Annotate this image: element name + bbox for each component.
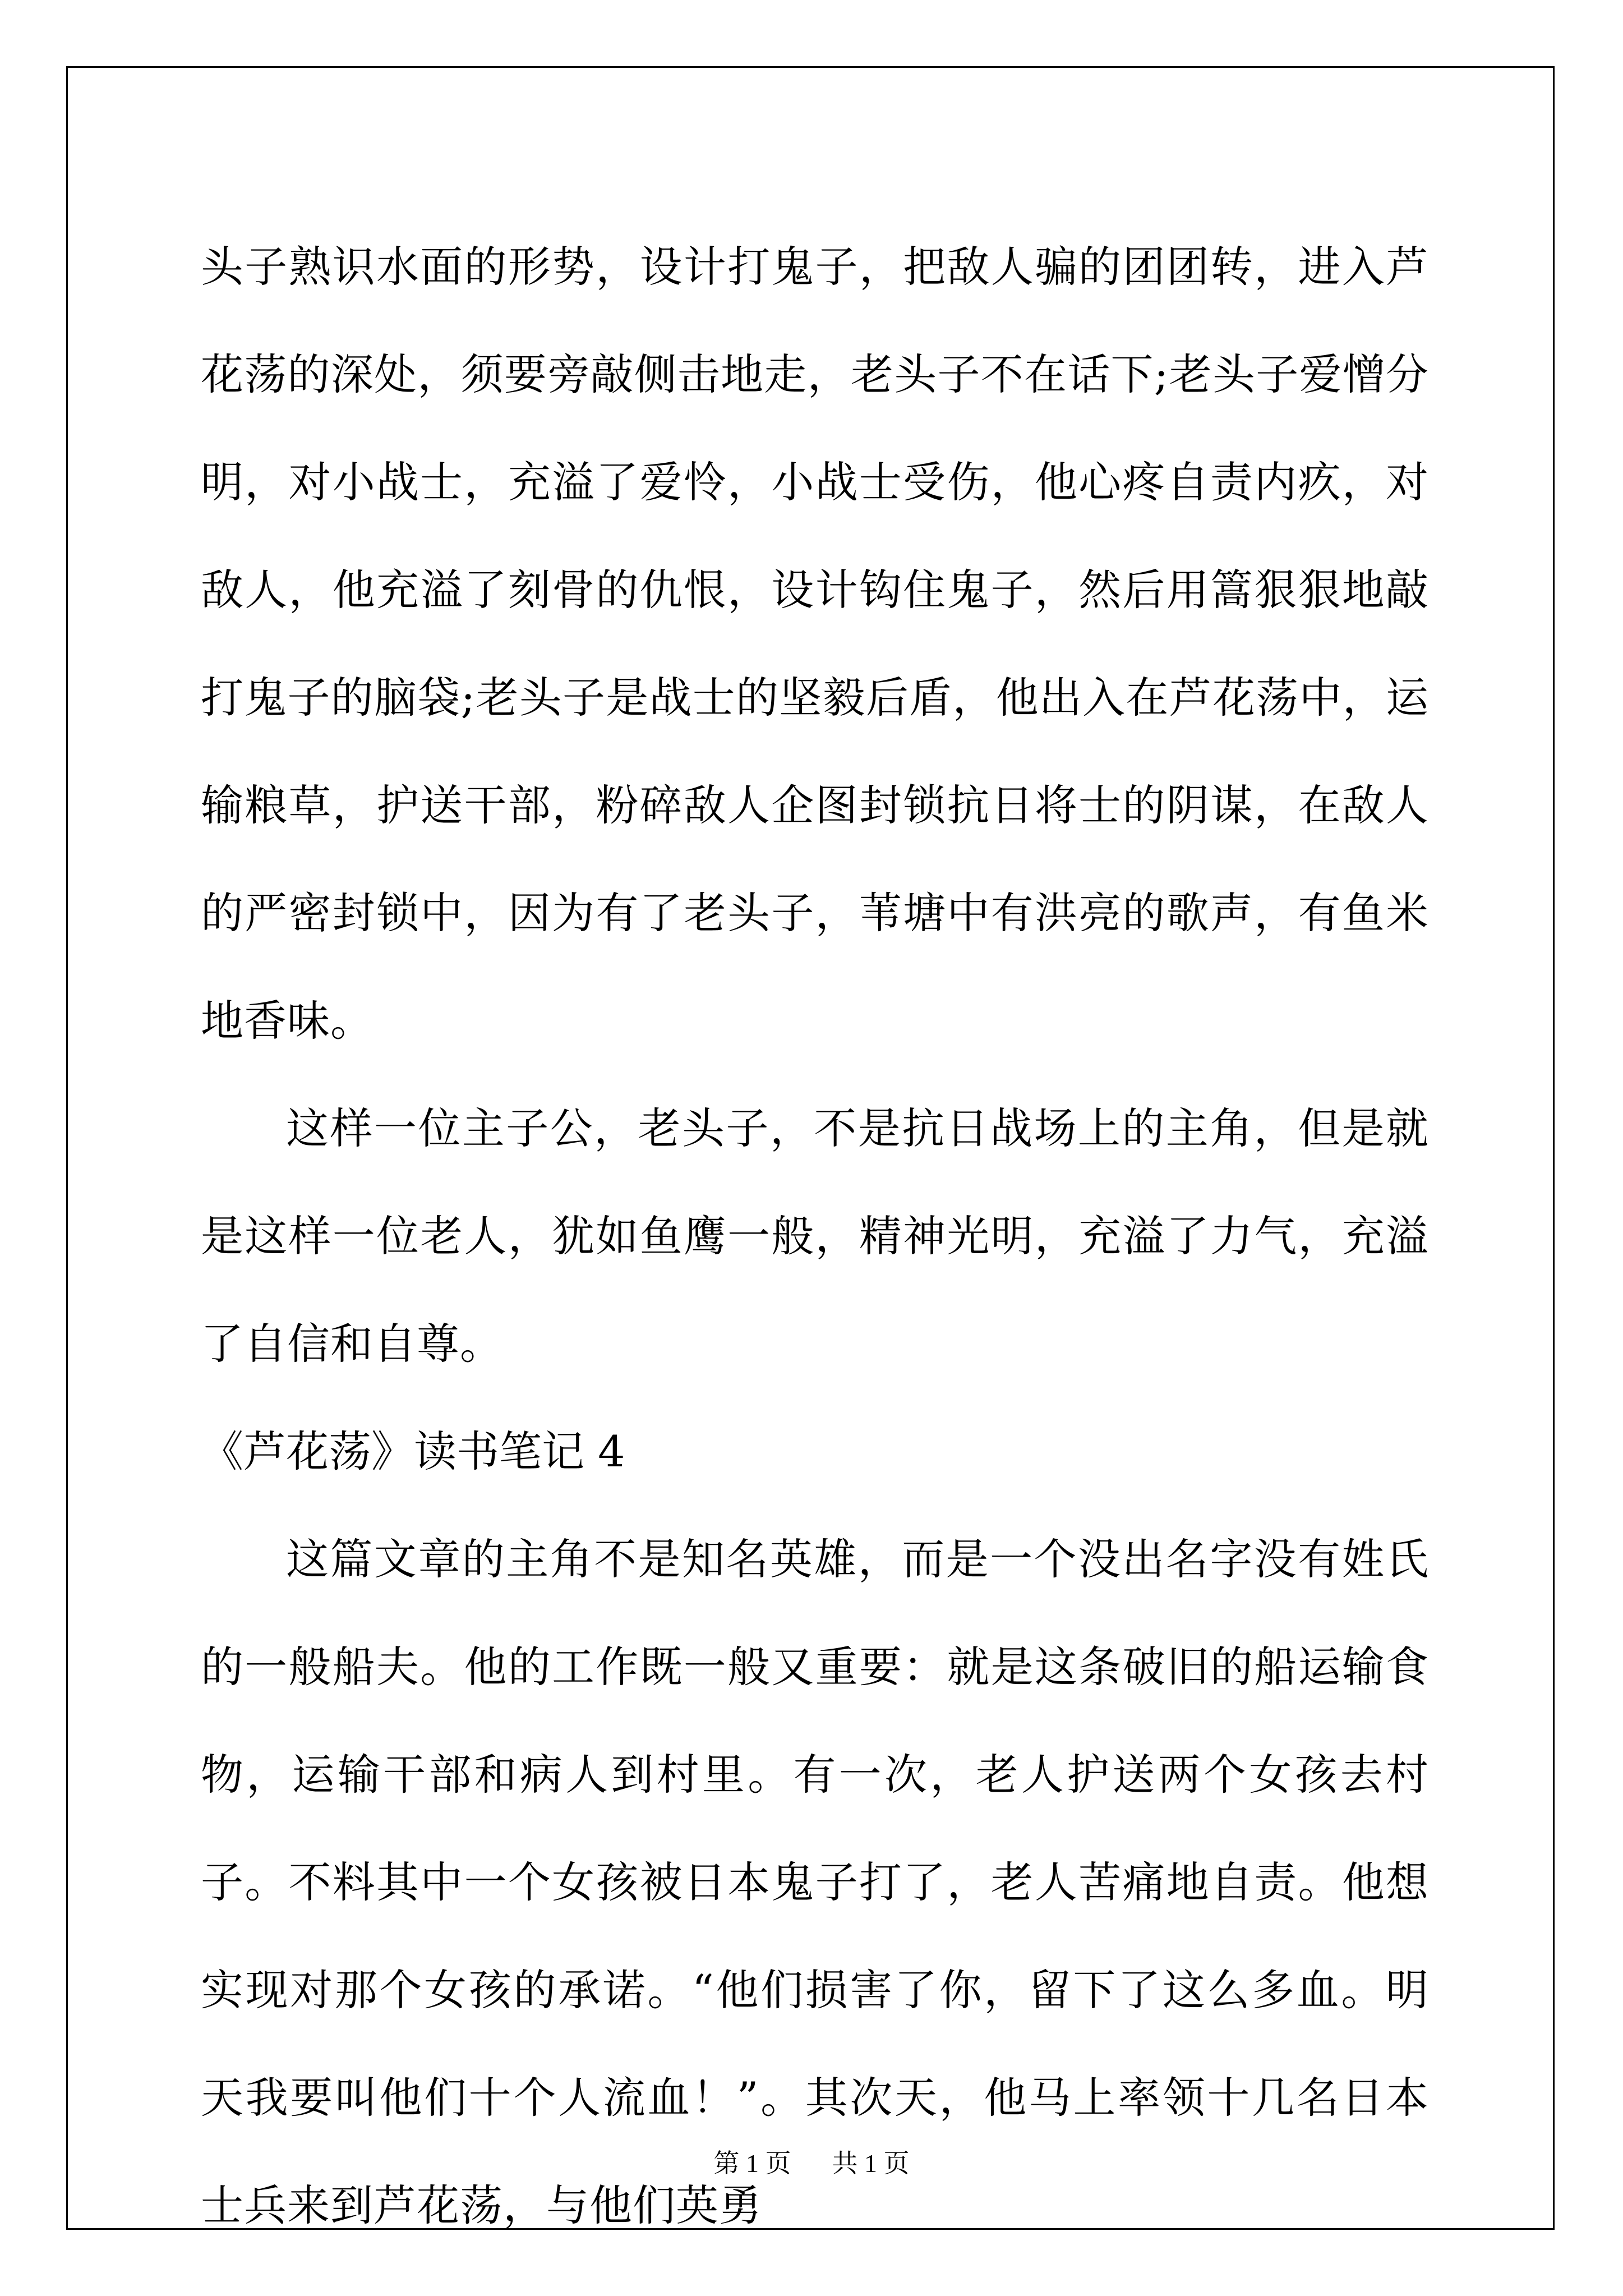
page-footer: [0, 2143, 1623, 2180]
document-body: [201, 213, 1429, 2260]
page-number: 第 1 页: [713, 2149, 791, 2178]
section-heading: 《芦花荡》读书笔记 4: [201, 1427, 625, 1476]
paragraph-2: 这样一位主子公，老头子，不是抗日战场上的主角，但是就是这样一位老人，犹如鱼鹰一般，精神光明，充溢了力气，充溢了自信和自尊。: [201, 1103, 1429, 1369]
page-total: 共 1 页: [832, 2149, 910, 2178]
paragraph-3: 这篇文章的主角不是知名英雄，而是一个没出名字没有姓氏的一般船夫。他的工作既一般又重要：就是这条破旧的船运输食物，运输干部和病人到村里。有一次，老人护送两个女孩去村子。不料其中一个女孩被日本鬼子打了，老人苦痛地自责。他想实现对那个女孩的承诺。“他们损害了你，留下了这么多血。明天我要叫他们十个人流血！”。其次天，他马上率领十几名日本士兵来到芦花荡，与他们英勇: [201, 1534, 1429, 2230]
paragraph-1: 头子熟识水面的形势，设计打鬼子，把敌人骗的团团转，进入芦花荡的深处，须要旁敲侧击地走，老头子不在话下;老头子爱憎分明，对小战士，充溢了爱怜，小战士受伤，他心疼自责内疚，对敌人，他充溢了刻骨的仇恨，设计钩住鬼子，然后用篙狠狠地敲打鬼子的脑袋;老头子是战士的坚毅后盾，他出入在芦花荡中，运输粮草，护送干部，粉碎敌人企图封锁抗日将士的阴谋，在敌人的严密封锁中，因为有了老头子，苇塘中有洪亮的歌声，有鱼米地香味。: [201, 242, 1429, 1046]
